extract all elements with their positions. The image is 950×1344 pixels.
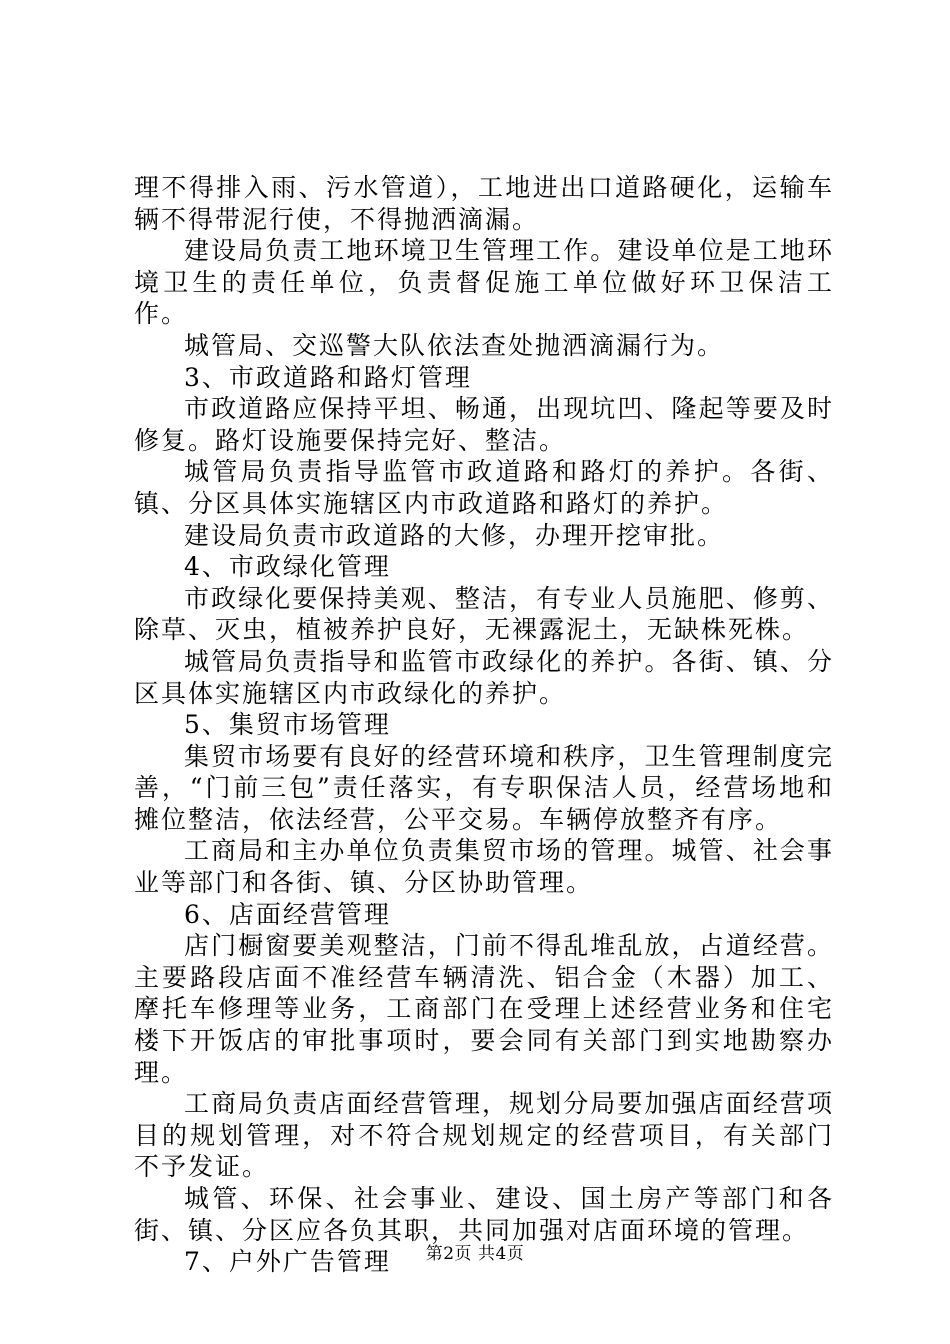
body-paragraph: 工商局和主办单位负责集贸市场的管理。城管、社会事业等部门和各街、镇、分区协助管理。 (134, 836, 834, 898)
section-heading: 7、户外广告管理 (184, 1247, 391, 1277)
section-heading: 4、市政绿化管理 (184, 552, 391, 582)
section-heading: 6、店面经营管理 (184, 899, 391, 929)
body-paragraph: 城管局负责指导和监管市政绿化的养护。各街、镇、分区具体实施辖区内市政绿化的养护。 (134, 646, 834, 708)
section-heading: 3、市政道路和路灯管理 (184, 362, 472, 392)
body-paragraph: 城管、环保、社会事业、建设、国土房产等部门和各街、镇、分区应各负其职，共同加强对店面环境的管理。 (134, 1184, 834, 1245)
body-paragraph: 集贸市场要有良好的经营环境和秩序，卫生管理制度完善，“门前三包”责任落实，有专职保洁人员，经营场地和摊位整洁，依法经营，公平交易。车辆停放整齐有序。 (134, 741, 834, 834)
body-paragraph: 市政道路应保持平坦、畅通，出现坑凹、隆起等要及时修复。路灯设施要保持完好、整洁。 (134, 394, 834, 455)
page-number-footer: 第2页 共4页 (425, 1244, 525, 1264)
body-paragraph: 工商局负责店面经营管理，规划分局要加强店面经营项目的规划管理，对不符合规划规定的经营项目，有关部门不予发证。 (134, 1089, 834, 1182)
body-paragraph: 市政绿化要保持美观、整洁，有专业人员施肥、修剪、除草、灭虫，植被养护良好，无裸露泥土，无缺株死株。 (134, 583, 834, 645)
document-body (134, 172, 834, 1278)
body-paragraph: 建设局负责工地环境卫生管理工作。建设单位是工地环境卫生的责任单位，负责督促施工单位做好环卫保洁工作。 (134, 236, 834, 329)
body-paragraph: 建设局负责市政道路的大修，办理开挖审批。 (184, 520, 725, 550)
body-paragraph: 理不得排入雨、污水管道），工地进出口道路硬化，运输车辆不得带泥行使，不得抛洒滴漏。 (134, 173, 834, 234)
body-paragraph: 店门橱窗要美观整洁，门前不得乱堆乱放，占道经营。主要路段店面不准经营车辆清洗、铝合金（木器）加工、摩托车修理等业务，工商部门在受理上述经营业务和住宅楼下开饭店的审批事项时，要会同有关部门到实地勘察办理。 (134, 931, 834, 1087)
section-heading: 5、集贸市场管理 (184, 710, 391, 740)
body-paragraph: 城管局、交巡警大队依法查处抛洒滴漏行为。 (184, 330, 725, 360)
body-paragraph: 城管局负责指导监管市政道路和路灯的养护。各街、镇、分区具体实施辖区内市政道路和路灯的养护。 (134, 457, 834, 518)
